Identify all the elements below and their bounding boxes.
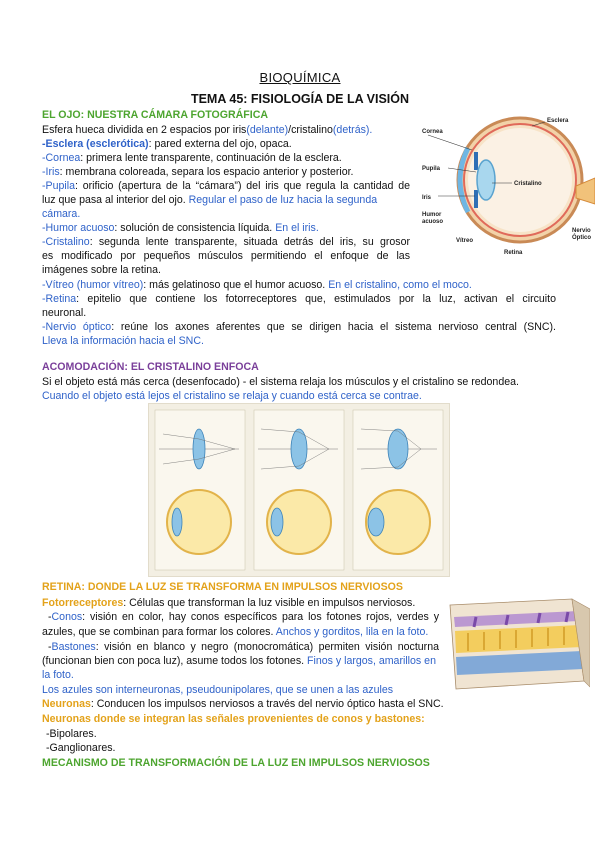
label-iris: Iris: [422, 195, 432, 201]
humor-item: [42, 222, 319, 235]
conos-text1: : visión en color, hay conos específicos para los fotones rojos, verdes y: [82, 611, 439, 623]
iris-text: : membrana coloreada, separa los espacio anterior y posterior.: [59, 166, 354, 178]
label-nervio: Nervio: [572, 228, 591, 234]
label-esclera: Esclera: [547, 118, 569, 124]
label-optico: Óptico: [572, 235, 591, 241]
iris-item: [42, 166, 354, 179]
pupila-text2: luz que pasa al interior del ojo.: [42, 194, 189, 206]
accommodation-figure: [148, 403, 450, 577]
panel-c-lens: [388, 429, 408, 469]
foto-term: Fotorreceptores: [42, 597, 124, 609]
panel-b: [254, 410, 344, 570]
humor-note: En el iris.: [275, 222, 319, 234]
label-retina: Retina: [504, 250, 523, 256]
pupila-note1: Regular el paso de luz hacia la segunda: [188, 194, 378, 206]
neuronas-text: : Conducen los impulsos nerviosos a través del nervio óptico hasta el SNC.: [90, 698, 444, 710]
conos-line1: [48, 611, 439, 624]
pupila-line2: [42, 194, 377, 207]
heading-mechanism: MECANISMO DE TRANSFORMACIÓN DE LA LUZ EN IMPULSOS NERVIOSOS: [42, 757, 430, 769]
label-cristalino: Cristalino: [514, 181, 542, 187]
bastones-term: Bastones: [51, 641, 96, 653]
panel-c-eye-lens: [368, 508, 384, 536]
intro-text-d: (detrás).: [332, 124, 373, 136]
eye-anatomy-illustration: [420, 108, 595, 258]
heading-eye: EL OJO: NUESTRA CÁMARA FOTOGRÁFICA: [42, 109, 269, 121]
intro-text-c: /cristalino: [288, 124, 333, 136]
intro-text-b: (delante): [246, 124, 289, 136]
label-acuoso: acuoso: [422, 219, 444, 225]
cornea-item: [42, 152, 342, 165]
cristalino-line2: es modificado por pequeños músculos permitiendo el enfoque de las: [42, 250, 410, 262]
cornea-text: : primera lente transparente, continuación de la esclera.: [80, 152, 342, 164]
bastones-note1: Finos y largos, amarillos en: [307, 655, 436, 667]
vitreo-term: -Vítreo (humor vítreo): [42, 279, 144, 291]
label-vitreo: Vítreo: [456, 238, 474, 244]
label-cornea: Cornea: [422, 129, 443, 135]
conos-text2: azules, que se combinan para formar los colores.: [42, 626, 276, 638]
azules-note: Los azules son interneuronas, pseudounipolares, que se unen a las azules: [42, 684, 394, 696]
bastones-text1: : visión en blanco y negro (monocromática) permiten visión nocturna: [95, 641, 439, 653]
humor-text: : solución de consistencia líquida.: [114, 222, 276, 234]
retina-cells-illustration: [444, 597, 590, 691]
retina-term: -Retina: [42, 293, 77, 305]
document-subtitle: TEMA 45: FISIOLOGÍA DE LA VISIÓN: [190, 92, 410, 106]
nervio-term: -Nervio óptico: [42, 321, 112, 333]
conos-line2: [42, 626, 428, 639]
retina-line2: neuronal.: [42, 307, 87, 319]
cristalino-term: -Cristalino: [42, 236, 90, 248]
conos-prefix: -: [48, 611, 52, 623]
focus-line1: Si el objeto está más cerca (desenfocado) - el sistema relaja los músculos y el cristalino se redondea.: [42, 376, 519, 388]
panel-a-lens: [193, 429, 205, 469]
lens-shape: [477, 160, 495, 200]
accommodation-illustration: [149, 404, 449, 576]
cornea-term: -Cornea: [42, 152, 81, 164]
bastones-note2: la foto.: [42, 669, 74, 681]
neuronas-item: [42, 698, 444, 711]
foto-text: : Células que transforman la luz visible en impulsos nerviosos.: [123, 597, 416, 609]
bastones-text2: (funcionan bien con poca luz), asume todos los fotones.: [42, 655, 308, 667]
esclera-text: : pared externa del ojo, opaca.: [148, 138, 292, 150]
ganglionares-item: -Ganglionares.: [46, 742, 116, 754]
cristalino-text1: : segunda lente transparente, situada detrás del iris, su grosor: [89, 236, 410, 248]
eye-intro: [42, 124, 372, 137]
pupila-line1: [42, 180, 410, 193]
intro-text-a: Esfera hueca dividida en 2 espacios por iris: [42, 124, 247, 136]
pupila-note2: cámara.: [42, 208, 81, 220]
panel-c: [353, 410, 443, 570]
foto-item: [42, 597, 415, 610]
retina-line1: [42, 293, 556, 306]
esclera-item: [42, 138, 292, 151]
vitreo-text: : más gelatinoso que el humor acuoso.: [143, 279, 329, 291]
heading-focus: ACOMODACIÓN: EL CRISTALINO ENFOCA: [42, 361, 259, 373]
pupila-text1: : orificio (apertura de la “cámara”) del iris que regula la cantidad de: [74, 180, 410, 192]
label-humor: Humor: [422, 212, 442, 218]
retina-cells-figure: [444, 597, 590, 691]
bastones-line1: [48, 641, 439, 654]
panel-a: [155, 410, 245, 570]
panel-b-eye-lens: [271, 508, 283, 536]
leader-cornea: [428, 135, 472, 150]
humor-term: -Humor acuoso: [42, 222, 115, 234]
esclera-term: -Esclera (esclerótica): [42, 138, 149, 150]
iris-term: -Iris: [42, 166, 60, 178]
cristalino-line1: [42, 236, 410, 249]
pupila-term: -Pupila: [42, 180, 75, 192]
document-title: BIOQUÍMICA: [259, 70, 341, 85]
bipolares-item: -Bipolares.: [46, 728, 97, 740]
nervio-text: : reúne los axones aferentes que se dirigen hacia el sistema nervioso central (SNC).: [111, 321, 556, 333]
cristalino-line3: imágenes sobre la retina.: [42, 264, 161, 276]
conos-note: Anchos y gorditos, lila en la foto.: [275, 626, 429, 638]
eye-anatomy-figure: [420, 108, 595, 258]
label-pupila: Pupila: [422, 166, 441, 172]
vitreo-note: En el cristalino, como el moco.: [328, 279, 472, 291]
focus-line2: Cuando el objeto está lejos el cristalino se relaja y cuando está cerca se contrae.: [42, 390, 422, 402]
retina-text1: : epitelio que contiene los fotorreceptores que, estimulados por la luz, activan el circuito: [76, 293, 556, 305]
panel-a-eye-lens: [172, 508, 182, 536]
heading-retina: RETINA: DONDE LA LUZ SE TRANSFORMA EN IMPULSOS NERVIOSOS: [42, 581, 403, 593]
nervio-note: Lleva la información hacia el SNC.: [42, 335, 204, 347]
vitreo-item: [42, 279, 472, 292]
conos-term: Conos: [51, 611, 83, 623]
nervio-line1: [42, 321, 556, 334]
integran-heading: Neuronas donde se integran las señales provenientes de conos y bastones:: [42, 713, 425, 725]
bastones-prefix: -: [48, 641, 52, 653]
bastones-line2: [42, 655, 436, 668]
neuronas-term: Neuronas: [42, 698, 91, 710]
